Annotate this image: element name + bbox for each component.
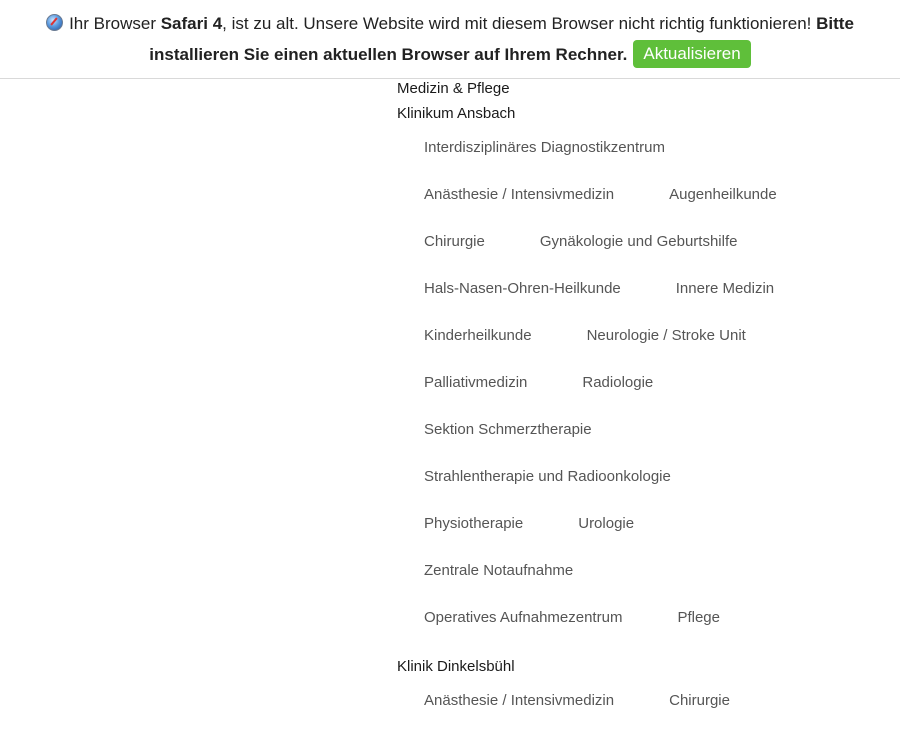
department-link[interactable]: Kinderheilkunde: [424, 327, 532, 344]
banner-cta: Bitte installieren Sie einen aktuellen Browser auf Ihrem Rechner.: [149, 14, 854, 64]
department-link[interactable]: Augenheilkunde: [669, 186, 777, 203]
section-title[interactable]: Medizin & Pflege: [397, 80, 510, 97]
department-row: [397, 607, 877, 654]
department-link[interactable]: Gynäkologie und Geburtshilfe: [539, 233, 738, 250]
medical-navigation: [397, 79, 877, 737]
department-row: [397, 560, 877, 607]
browser-icon: [46, 14, 63, 31]
banner-browser-name: Safari 4: [160, 14, 223, 33]
department-row: [397, 372, 877, 419]
update-button[interactable]: Aktualisieren: [633, 40, 750, 68]
department-link[interactable]: Hals-Nasen-Ohren-Heilkunde: [424, 280, 621, 297]
banner-message: , ist zu alt. Unsere Website wird mit diesem Browser nicht richtig funktionieren!: [222, 14, 817, 33]
department-row: [397, 690, 877, 737]
department-row: [397, 278, 877, 325]
department-link[interactable]: Interdisziplinäres Diagnostikzentrum: [424, 139, 665, 156]
department-link[interactable]: Strahlentherapie und Radioonkologie: [424, 468, 671, 485]
banner-prefix: Ihr Browser: [69, 14, 161, 33]
department-link[interactable]: Operatives Aufnahmezentrum: [424, 609, 623, 626]
department-row: [397, 325, 877, 372]
department-link[interactable]: Physiotherapie: [424, 515, 524, 532]
department-link[interactable]: Neurologie / Stroke Unit: [586, 327, 746, 344]
department-link[interactable]: Urologie: [578, 515, 635, 532]
department-link[interactable]: Chirurgie: [424, 233, 485, 250]
department-link[interactable]: Anästhesie / Intensivmedizin: [424, 186, 615, 203]
department-link[interactable]: Innere Medizin: [675, 280, 775, 297]
clinic-ansbach-link[interactable]: Klinikum Ansbach: [397, 105, 516, 122]
department-link[interactable]: Chirurgie: [669, 692, 730, 709]
clinic-dinkelsbuehl-link[interactable]: Klinik Dinkelsbühl: [397, 658, 515, 675]
clinic-dinkelsbuehl-departments: [397, 690, 877, 737]
department-link[interactable]: Sektion Schmerztherapie: [424, 421, 592, 438]
department-link[interactable]: Radiologie: [582, 374, 654, 391]
department-row: [397, 419, 877, 466]
clinic-ansbach-departments: [397, 137, 877, 654]
department-row: [397, 513, 877, 560]
department-link[interactable]: Palliativmedizin: [424, 374, 528, 391]
department-row: [397, 231, 877, 278]
department-row: [397, 466, 877, 513]
department-link[interactable]: Zentrale Notaufnahme: [424, 562, 574, 579]
department-link[interactable]: Pflege: [677, 609, 720, 626]
browser-update-banner: [0, 0, 900, 79]
department-row: [397, 184, 877, 231]
department-row: [397, 137, 877, 184]
department-link[interactable]: Anästhesie / Intensivmedizin: [424, 692, 615, 709]
